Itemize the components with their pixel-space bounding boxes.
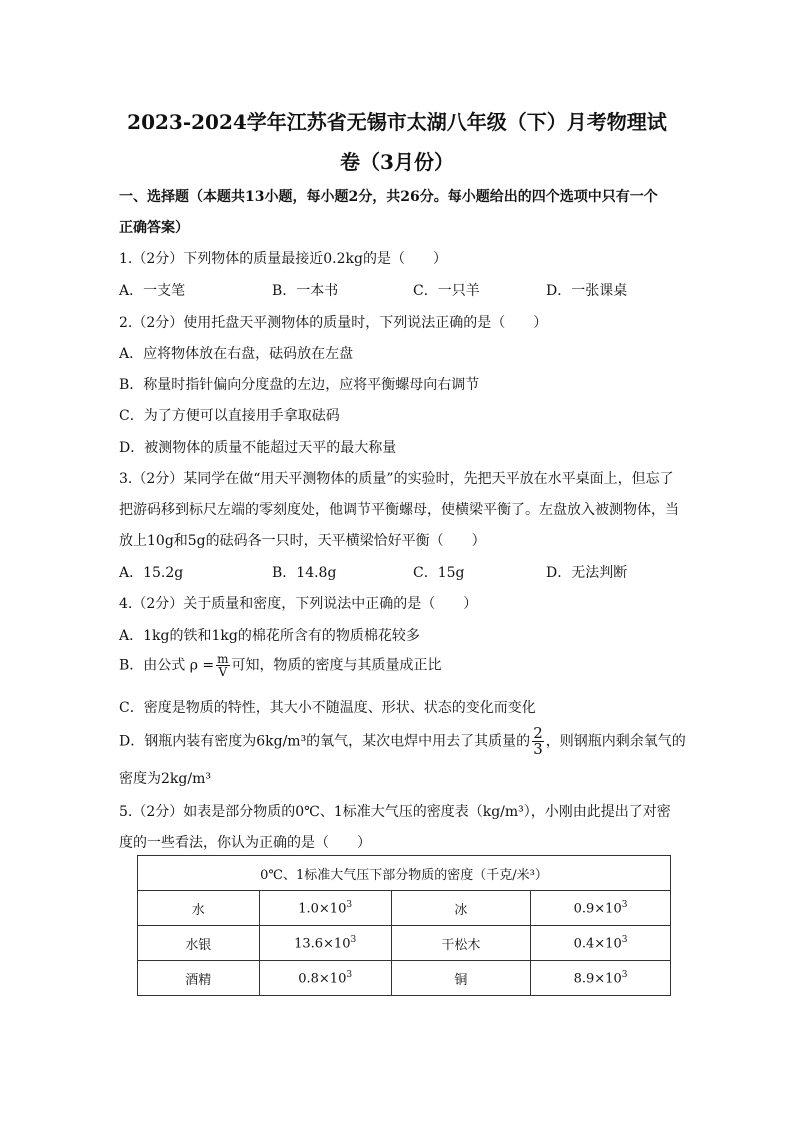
q3-option-a: A．15.2g [119, 565, 184, 581]
q5-stem-line2: 度的一些看法，你认为正确的是（ ） [119, 835, 371, 851]
table-cell: 干松木 [391, 926, 530, 961]
fraction-numerator: m [217, 652, 229, 666]
q1-option-a: A．一支笔 [119, 283, 186, 299]
table-cell: 水 [138, 891, 260, 926]
q3-option-c: C．15g [413, 565, 465, 581]
q3-option-d: D．无法判断 [546, 565, 628, 581]
table-cell: $8.9\times 10^3$ [531, 961, 671, 996]
table-row [138, 926, 671, 961]
doc-title-line1: 2023-2024学年江苏省无锡市太湖八年级（下）月考物理试 [127, 110, 667, 134]
q1-option-c: C．一只羊 [413, 283, 480, 299]
q3-stem-line2: 把游码移到标尺左端的零刻度处，他调节平衡螺母，使横梁平衡了。左盘放入被测物体，当 [119, 502, 679, 518]
table-cell: $1.0\times 10^3$ [259, 891, 391, 926]
q2-option-b: B．称量时指针偏向分度盘的左边，应将平衡螺母向右调节 [119, 377, 480, 393]
q4-option-b [119, 653, 679, 678]
table-cell: 冰 [391, 891, 530, 926]
q1-stem: 1.（2分）下列物体的质量最接近0.2kg的是（ ） [119, 251, 447, 267]
q4-option-d-line2: 密度为2kg/m³ [119, 771, 211, 787]
table-caption-row [138, 856, 671, 891]
q4-option-b-prefix: B．由公式 ρ = [119, 657, 215, 674]
fraction-numerator: 2 [533, 724, 543, 742]
section-header-line2: 正确答案） [119, 220, 189, 236]
table-row [138, 961, 671, 996]
q4-option-d-suffix: ，则钢瓶内剩余氧气的 [545, 733, 686, 750]
table-cell: 铜 [391, 961, 530, 996]
table-cell: $0.4\times 10^3$ [531, 926, 671, 961]
doc-title-line2: 卷（3月份） [340, 150, 454, 174]
table-cell: 水银 [138, 926, 260, 961]
two-thirds-fraction [532, 726, 544, 757]
table-cell: $0.8\times 10^3$ [259, 961, 391, 996]
q3-stem-line3: 放上10g和5g的砝码各一只时，天平横梁恰好平衡（ ） [119, 533, 486, 549]
q3-stem-line1: 3.（2分）某同学在做“用天平测物体的质量”的实验时，先把天平放在水平桌面上，但忘了 [119, 471, 674, 487]
section-header-line1: 一、选择题（本题共13小题，每小题2分，共26分。每小题给出的四个选项中只有一个 [119, 189, 658, 205]
table-cell: $0.9\times 10^3$ [531, 891, 671, 926]
q2-option-d: D．被测物体的质量不能超过天平的最大称量 [119, 440, 397, 456]
q4-option-a: A．1kg的铁和1kg的棉花所含有的物质棉花较多 [119, 628, 420, 644]
q4-option-c: C．密度是物质的特性，其大小不随温度、形状、状态的变化而变化 [119, 700, 536, 716]
q1-option-b: B．一本书 [272, 283, 339, 299]
q2-option-c: C．为了方便可以直接用手拿取砝码 [119, 408, 340, 424]
q4-stem: 4.（2分）关于质量和密度，下列说法中正确的是（ ） [119, 596, 478, 612]
q4-option-b-suffix: 可知，物质的密度与其质量成正比 [231, 657, 442, 674]
q5-stem-line1: 5.（2分）如表是部分物质的0℃、1标准大气压的密度表（kg/m³），小刚由此提出了对密 [119, 804, 671, 820]
table-row [138, 891, 671, 926]
q2-option-a: A．应将物体放在右盘，砝码放在左盘 [119, 346, 354, 362]
q1-option-d: D．一张课桌 [546, 283, 628, 299]
q2-stem: 2.（2分）使用托盘天平测物体的质量时，下列说法正确的是（ ） [119, 315, 548, 331]
q4-option-d-prefix: D．钢瓶内装有密度为6kg/m³的氧气，某次电焊中用去了其质量的 [119, 733, 531, 750]
q3-option-b: B．14.8g [272, 565, 337, 581]
fraction-denominator: V [218, 665, 228, 679]
table-caption: 0℃、1标准大气压下部分物质的密度（千克/米³） [138, 856, 671, 891]
table-cell: 酒精 [138, 961, 260, 996]
table-cell: $13.6\times 10^3$ [259, 926, 391, 961]
density-table [137, 855, 671, 996]
density-formula-fraction [216, 653, 229, 678]
fraction-denominator: 3 [533, 740, 543, 758]
q4-option-d [119, 724, 686, 758]
